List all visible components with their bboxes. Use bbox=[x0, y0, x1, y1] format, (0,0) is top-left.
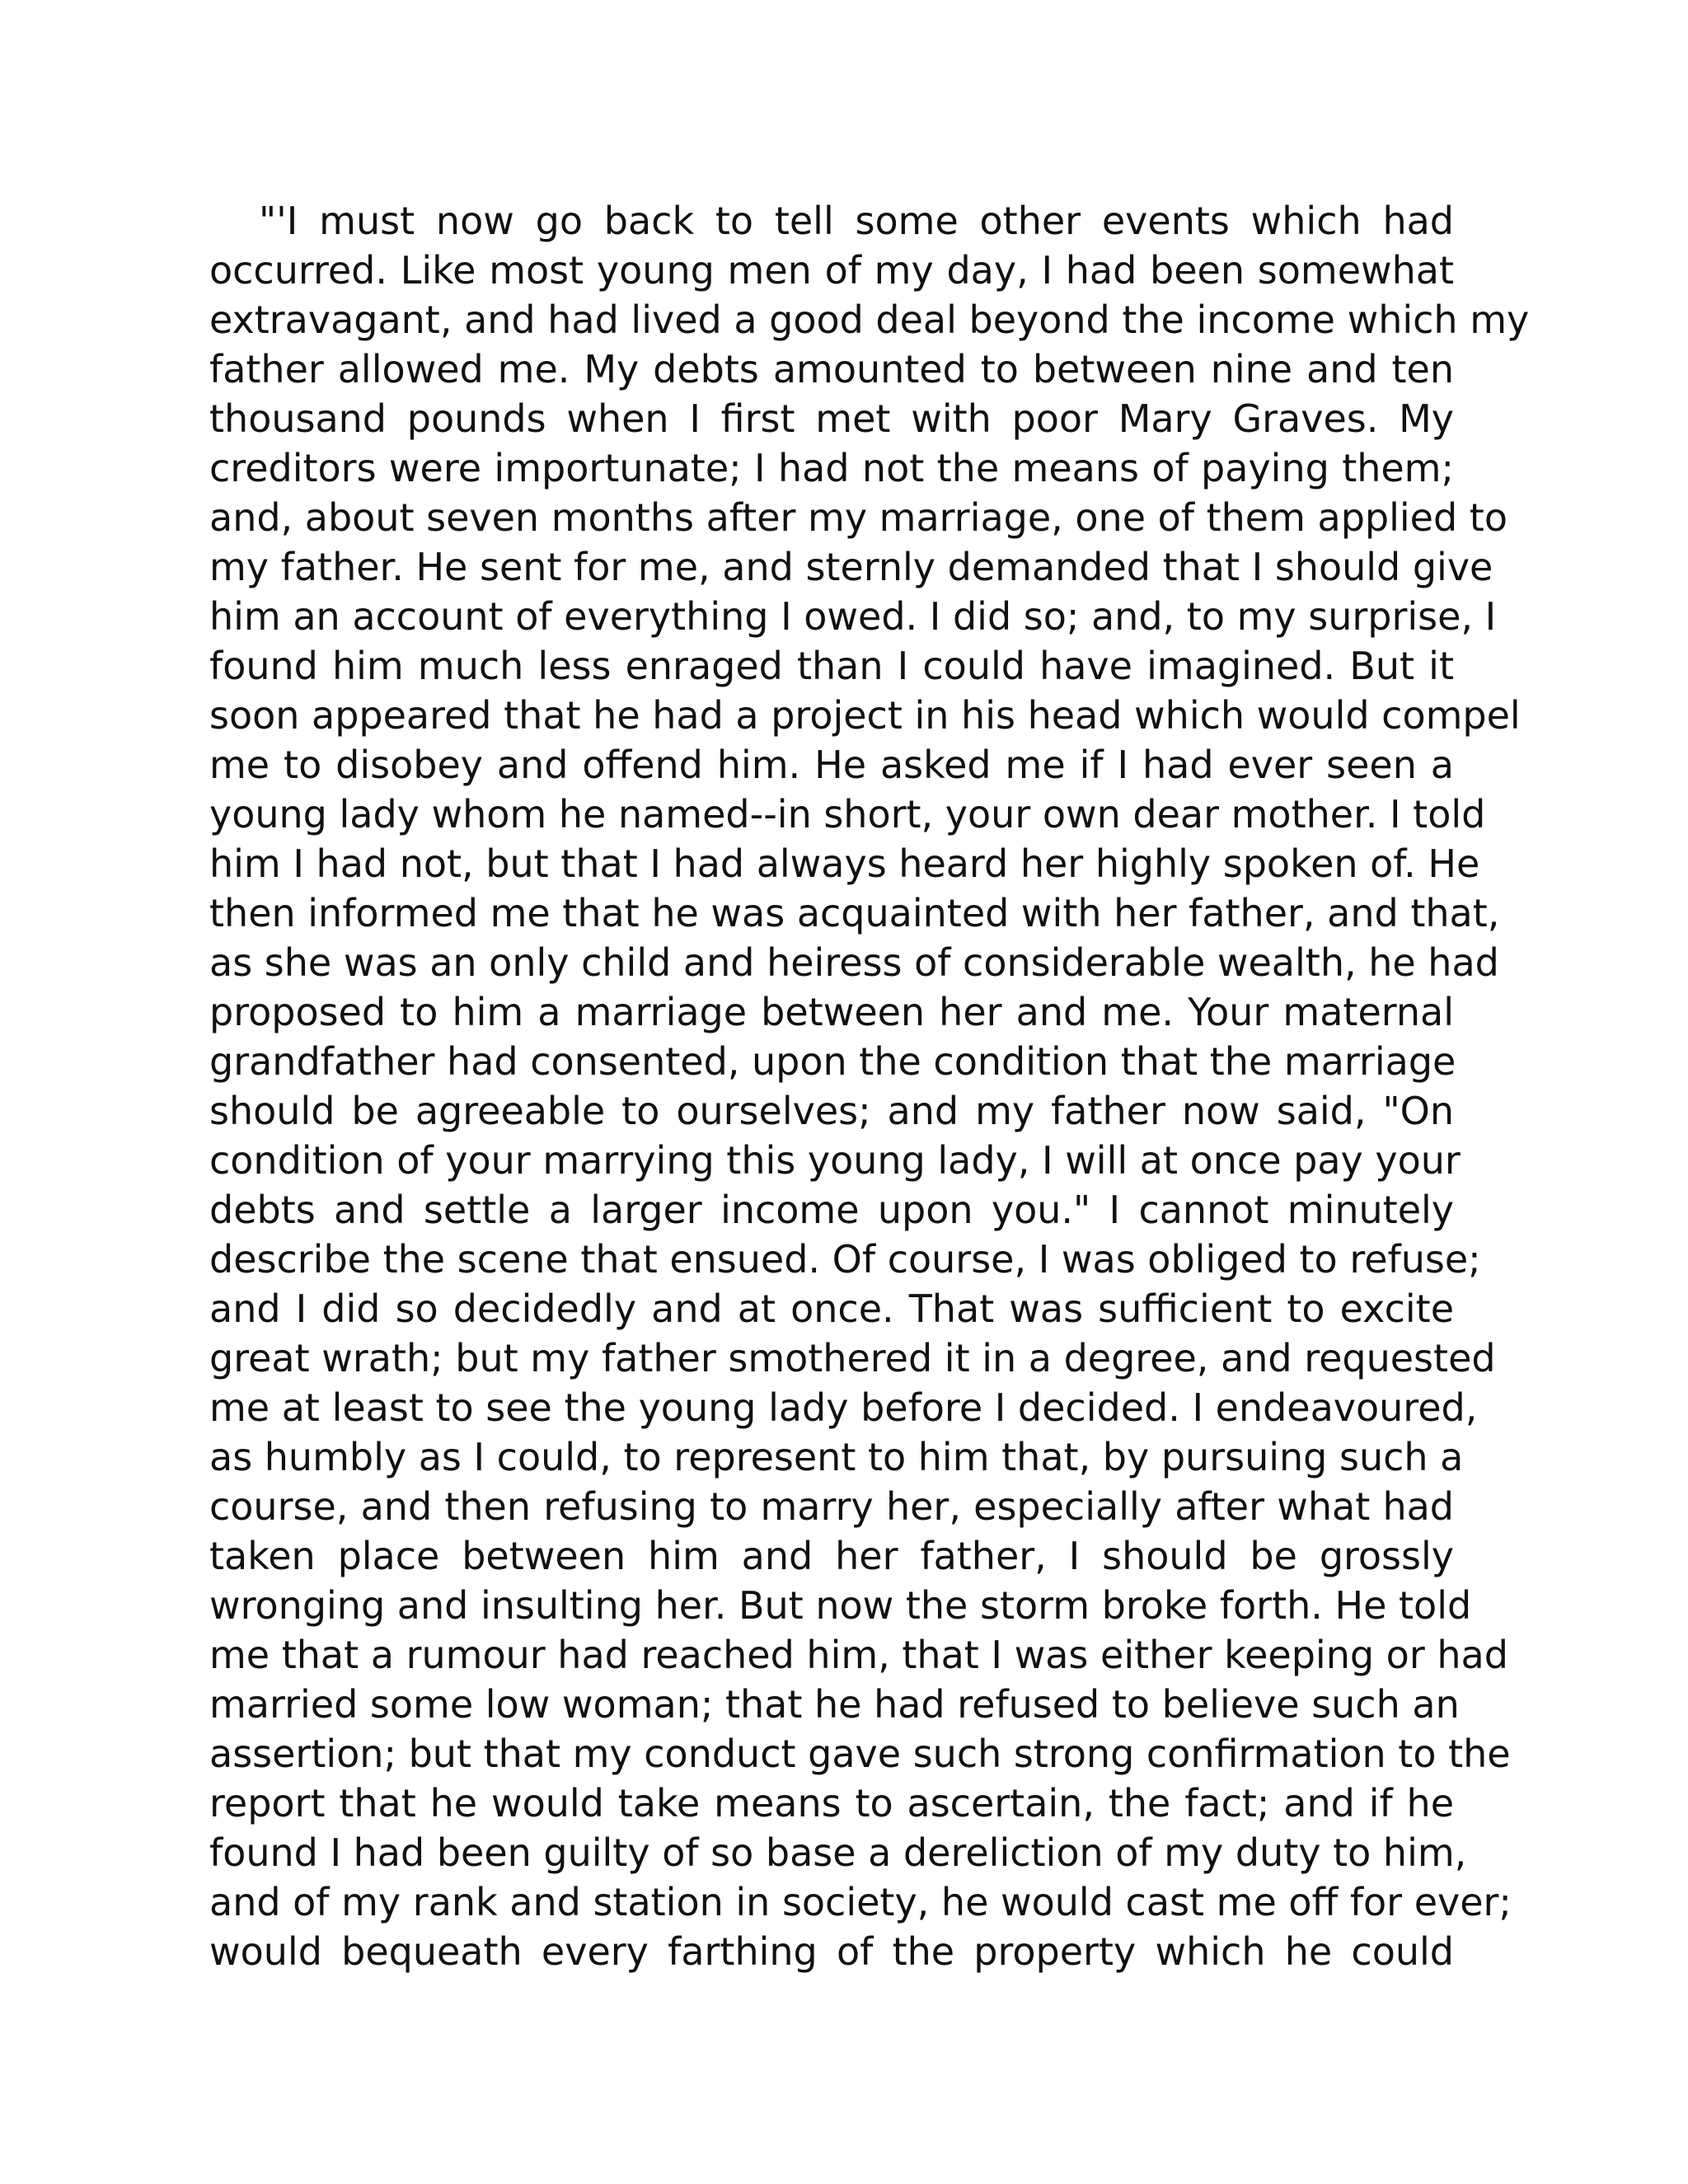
text-line: "'I must now go back to tell some other events which had bbox=[259, 199, 1454, 243]
text-line: me to disobey and offend him. He asked me if I had ever seen a bbox=[209, 743, 1454, 787]
text-line: wronging and insulting her. But now the storm broke forth. He told bbox=[209, 1583, 1472, 1628]
text-line: occurred. Like most young men of my day, I had been somewhat bbox=[209, 248, 1454, 293]
text-line: my father. He sent for me, and sternly demanded that I should give bbox=[209, 545, 1493, 589]
text-line: as humbly as I could, to represent to him that, by pursuing such a bbox=[209, 1435, 1464, 1479]
text-line: him I had not, but that I had always heard her highly spoken of. He bbox=[209, 841, 1480, 886]
text-line: and of my rank and station in society, he would cast me off for ever; bbox=[209, 1880, 1512, 1924]
text-line: great wrath; but my father smothered it in a degree, and requested bbox=[209, 1336, 1496, 1380]
text-line: course, and then refusing to marry her, especially after what had bbox=[209, 1484, 1454, 1529]
text-line: creditors were importunate; I had not the means of paying them; bbox=[209, 446, 1454, 490]
text-line: proposed to him a marriage between her and me. Your maternal bbox=[209, 990, 1454, 1034]
text-line: me that a rumour had reached him, that I was either keeping or had bbox=[209, 1633, 1508, 1677]
text-line: and, about seven months after my marriage, one of them applied to bbox=[209, 495, 1507, 540]
body-paragraph bbox=[209, 196, 1530, 1976]
text-line: found I had been guilty of so base a dereliction of my duty to him, bbox=[209, 1830, 1467, 1875]
text-line: assertion; but that my conduct gave such strong confirmation to the bbox=[209, 1732, 1511, 1776]
text-line: as she was an only child and heiress of considerable wealth, he had bbox=[209, 940, 1499, 985]
text-line: describe the scene that ensued. Of course, I was obliged to refuse; bbox=[209, 1237, 1481, 1282]
text-line: married some low woman; that he had refused to believe such an bbox=[209, 1682, 1460, 1727]
text-line: and I did so decidedly and at once. That was sufficient to excite bbox=[209, 1286, 1454, 1331]
text-line: report that he would take means to ascertain, the fact; and if he bbox=[209, 1781, 1454, 1825]
text-line: grandfather had consented, upon the condition that the marriage bbox=[209, 1039, 1456, 1084]
text-line: found him much less enraged than I could have imagined. But it bbox=[209, 644, 1454, 688]
text-line: soon appeared that he had a project in his head which would compel bbox=[209, 693, 1521, 738]
text-line: thousand pounds when I first met with poor Mary Graves. My bbox=[209, 396, 1454, 441]
text-line: him an account of everything I owed. I did so; and, to my surprise, I bbox=[209, 594, 1497, 639]
text-line: extravagant, and had lived a good deal beyond the income which my bbox=[209, 298, 1530, 342]
text-line: father allowed me. My debts amounted to between nine and ten bbox=[209, 347, 1454, 391]
text-line: taken place between him and her father, I should be grossly bbox=[209, 1534, 1454, 1578]
text-line: young lady whom he named--in short, your own dear mother. I told bbox=[209, 792, 1486, 837]
text-line: would bequeath every farthing of the property which he could bbox=[209, 1929, 1454, 1974]
text-line: debts and settle a larger income upon you." I cannot minutely bbox=[209, 1188, 1454, 1232]
text-line: me at least to see the young lady before I decided. I endeavoured, bbox=[209, 1385, 1478, 1430]
text-line: then informed me that he was acquainted with her father, and that, bbox=[209, 891, 1500, 935]
text-line: should be agreeable to ourselves; and my father now said, "On bbox=[209, 1089, 1454, 1133]
text-line: condition of your marrying this young lady, I will at once pay your bbox=[209, 1138, 1461, 1183]
